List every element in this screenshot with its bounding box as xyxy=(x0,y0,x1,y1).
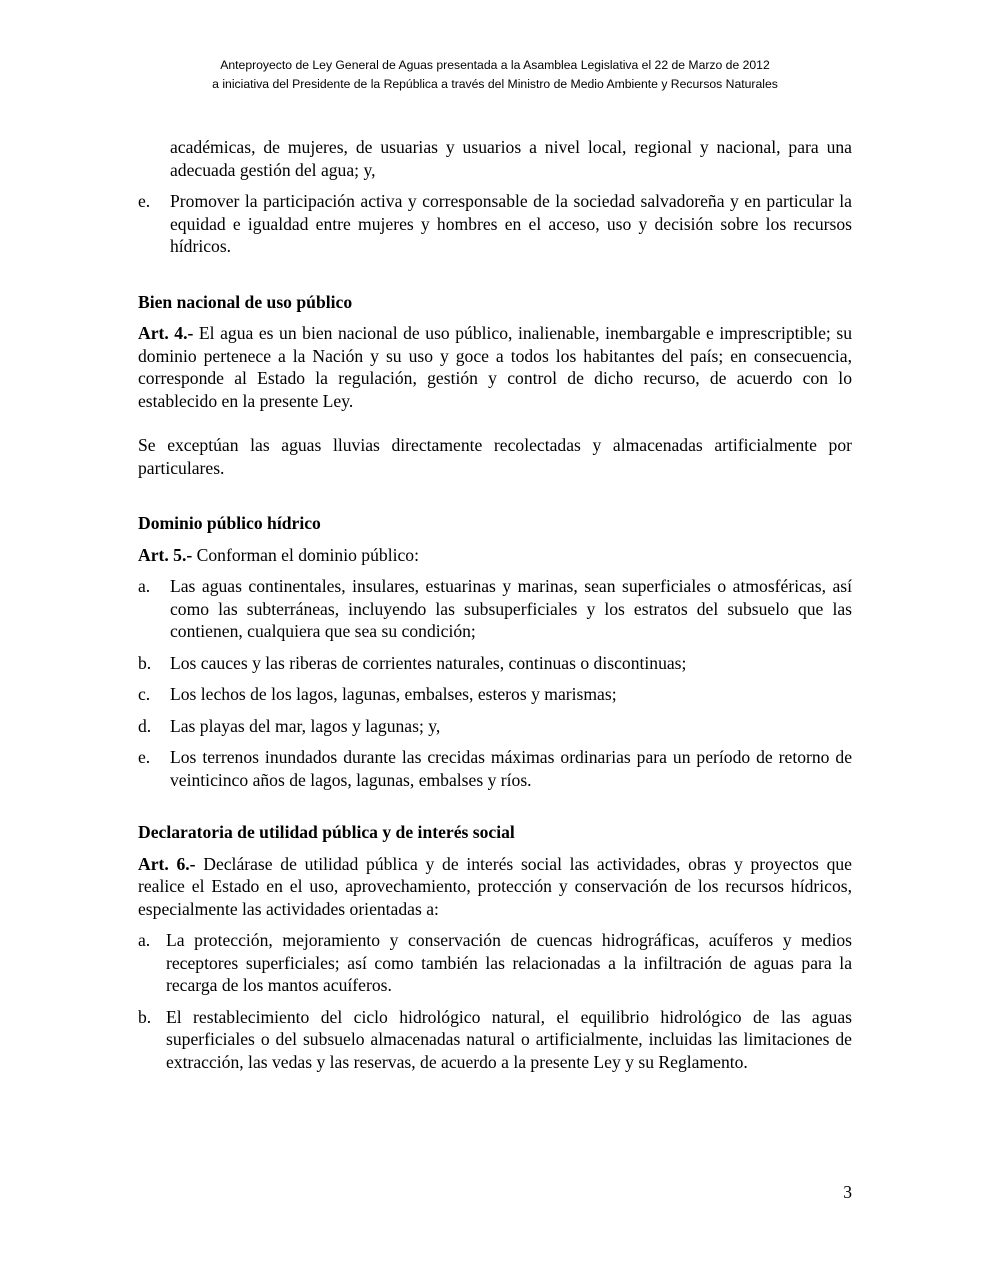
header-line-1: Anteproyecto de Ley General de Aguas presentada a la Asamblea Legislativa el 22 de Marzo de 2012 xyxy=(220,58,770,72)
art5-intro xyxy=(138,544,852,567)
list-item-text: Los terrenos inundados durante las crecidas máximas ordinarias para un período de retorno de veinticinco años de lagos, lagunas, embalses y ríos. xyxy=(170,747,852,790)
page-number: 3 xyxy=(843,1182,852,1202)
list-item-text: Los cauces y las riberas de corrientes naturales, continuas o discontinuas; xyxy=(170,652,687,673)
art5-item-c xyxy=(138,683,852,706)
art5-label: Art. 5.- xyxy=(138,544,193,565)
list-item-text: Las playas del mar, lagos y lagunas; y, xyxy=(170,715,441,736)
art4-paragraph-1 xyxy=(138,322,852,412)
list-item-text: El restablecimiento del ciclo hidrológico natural, el equilibrio hidrológico de las aguas superficiales o del subsuelo almacenadas natural o artificialmente, incluidas las limitaciones de extracción, las vedas y las reservas, de acuerdo a la presente Ley y su Reglamento. xyxy=(166,1006,852,1072)
art5-item-d xyxy=(138,715,852,738)
art6-intro-text: Declárase de utilidad pública y de interés social las actividades, obras y proyectos que realice el Estado en el uso, aprovechamiento, protección y conservación de los recursos hídricos, especialmente las actividades orientadas a: xyxy=(138,853,852,919)
art5-item-e xyxy=(138,746,852,791)
art4-heading: Bien nacional de uso público xyxy=(138,291,353,312)
list-marker: a. xyxy=(138,576,151,596)
list-marker: c. xyxy=(138,684,151,704)
art4-paragraph-2: Se exceptúan las aguas lluvias directamente recolectadas y almacenadas artificialmente por particulares. xyxy=(138,435,852,478)
art6-heading: Declaratoria de utilidad pública y de interés social xyxy=(138,822,515,842)
header-line-2: a iniciativa del Presidente de la República a través del Ministro de Medio Ambiente y Recursos Naturales xyxy=(212,77,778,91)
list-marker: e. xyxy=(138,747,151,767)
art5-heading: Dominio público hídrico xyxy=(138,513,321,533)
list-marker: b. xyxy=(138,1006,152,1027)
list-marker: e. xyxy=(138,191,151,211)
art5-item-a xyxy=(138,575,852,643)
document-body xyxy=(138,136,852,1073)
art6-label: Art. 6.- xyxy=(138,853,196,874)
art5-intro-text: Conforman el dominio público: xyxy=(192,544,419,565)
list-marker: a. xyxy=(138,930,151,950)
art6-intro xyxy=(138,853,852,921)
art4-label: Art. 4.- xyxy=(138,323,194,343)
list-item-text: La protección, mejoramiento y conservación de cuencas hidrográficas, acuíferos y medios receptores superficiales; así como también las relacionadas a la infiltración de aguas para la recarga de los mantos acuíferos. xyxy=(166,930,852,995)
continuation-paragraph: académicas, de mujeres, de usuarias y usuarios a nivel local, regional y nacional, para una adecuada gestión del agua; y, xyxy=(170,137,852,180)
list-item-text: Las aguas continentales, insulares, estuarinas y marinas, sean superficiales o atmosféricas, así como las subterráneas, incluyendo las subsuperficiales y los estratos del subsuelo que las contienen, cualquiera que sea su condición; xyxy=(170,576,852,641)
list-item-text: Los lechos de los lagos, lagunas, embalses, esteros y marismas; xyxy=(170,684,617,704)
list-marker: b. xyxy=(138,652,152,673)
list-item-text: Promover la participación activa y corresponsable de la sociedad salvadoreña y en particular la equidad e igualdad entre mujeres y hombres en el acceso, uso y decisión sobre los recursos hídricos. xyxy=(170,191,852,256)
page-header xyxy=(0,56,990,94)
art6-item-a xyxy=(138,929,852,997)
art5-item-b xyxy=(138,652,852,675)
art4-text: El agua es un bien nacional de uso público, inalienable, inembargable e imprescriptible; su dominio pertenece a la Nación y su uso y goce a todos los habitantes del país; en consecuencia, corresponde al Estado la regulación, gestión y control de dicho recurso, de acuerdo con lo establecido en la presente Ley. xyxy=(138,323,852,411)
list-marker: d. xyxy=(138,715,152,736)
art6-item-b xyxy=(138,1006,852,1074)
list-item-intro-e xyxy=(138,190,852,258)
